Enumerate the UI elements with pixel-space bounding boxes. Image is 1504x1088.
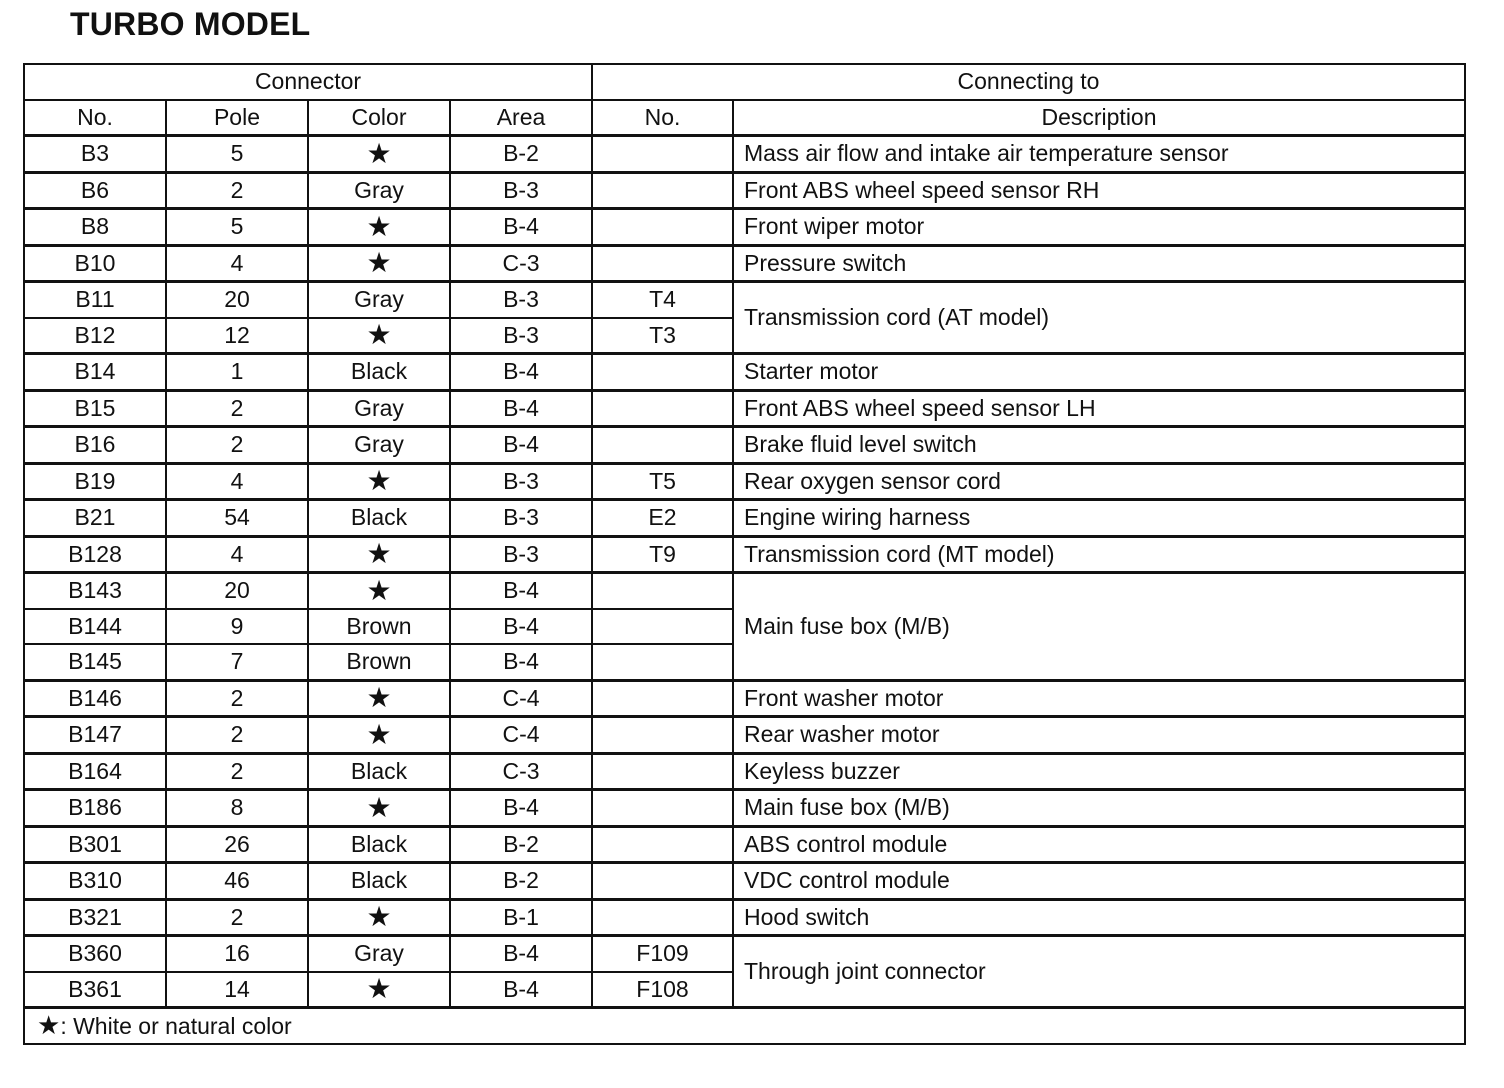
cell-no: B19 xyxy=(24,463,166,500)
cell-description: Brake fluid level switch xyxy=(733,427,1465,464)
cell-pole: 20 xyxy=(166,282,308,318)
legend xyxy=(24,1008,1465,1044)
cell-description: VDC control module xyxy=(733,863,1465,900)
table-row xyxy=(24,245,1465,282)
cell-area: B-1 xyxy=(450,899,592,936)
cell-conn-no xyxy=(592,717,733,754)
col-header-conn-no: No. xyxy=(592,100,733,136)
cell-area: B-3 xyxy=(450,172,592,209)
cell-conn-no xyxy=(592,680,733,717)
col-header-pole: Pole xyxy=(166,100,308,136)
cell-conn-no xyxy=(592,245,733,282)
cell-color: Gray xyxy=(308,282,450,318)
cell-conn-no xyxy=(592,136,733,173)
cell-pole: 5 xyxy=(166,209,308,246)
table-row xyxy=(24,936,1465,972)
cell-pole: 2 xyxy=(166,427,308,464)
table-row xyxy=(24,753,1465,790)
group-header-row xyxy=(24,64,1465,100)
cell-no: B11 xyxy=(24,282,166,318)
cell-area: B-2 xyxy=(450,136,592,173)
cell-area: B-3 xyxy=(450,536,592,573)
cell-no: B186 xyxy=(24,790,166,827)
cell-pole: 1 xyxy=(166,354,308,391)
cell-no: B144 xyxy=(24,609,166,645)
table-row xyxy=(24,209,1465,246)
cell-color: Gray xyxy=(308,936,450,972)
col-header-no: No. xyxy=(24,100,166,136)
cell-conn-no: T9 xyxy=(592,536,733,573)
cell-pole: 12 xyxy=(166,318,308,354)
cell-color: Gray xyxy=(308,390,450,427)
cell-pole: 46 xyxy=(166,863,308,900)
table-row xyxy=(24,826,1465,863)
cell-color-star-icon: ★ xyxy=(308,680,450,717)
cell-no: B145 xyxy=(24,644,166,680)
table-row xyxy=(24,899,1465,936)
table-row xyxy=(24,427,1465,464)
cell-no: B143 xyxy=(24,573,166,609)
table-row xyxy=(24,172,1465,209)
col-header-description: Description xyxy=(733,100,1465,136)
cell-pole: 4 xyxy=(166,536,308,573)
cell-area: B-2 xyxy=(450,863,592,900)
table-row xyxy=(24,463,1465,500)
cell-pole: 14 xyxy=(166,972,308,1008)
table-row xyxy=(24,573,1465,609)
cell-color: Gray xyxy=(308,427,450,464)
cell-no: B360 xyxy=(24,936,166,972)
cell-area: B-4 xyxy=(450,573,592,609)
cell-area: B-4 xyxy=(450,936,592,972)
cell-pole: 16 xyxy=(166,936,308,972)
cell-area: B-4 xyxy=(450,972,592,1008)
cell-conn-no xyxy=(592,899,733,936)
cell-no: B6 xyxy=(24,172,166,209)
cell-area: B-3 xyxy=(450,463,592,500)
cell-conn-no xyxy=(592,826,733,863)
cell-area: B-2 xyxy=(450,826,592,863)
cell-no: B8 xyxy=(24,209,166,246)
cell-color: Black xyxy=(308,863,450,900)
cell-no: B14 xyxy=(24,354,166,391)
cell-conn-no xyxy=(592,427,733,464)
cell-description: Keyless buzzer xyxy=(733,753,1465,790)
cell-area: B-4 xyxy=(450,209,592,246)
cell-no: B3 xyxy=(24,136,166,173)
cell-description-merged: Through joint connector xyxy=(733,936,1465,1008)
cell-conn-no xyxy=(592,573,733,609)
cell-description: Front ABS wheel speed sensor RH xyxy=(733,172,1465,209)
cell-description: Main fuse box (M/B) xyxy=(733,790,1465,827)
connector-group-header: Connector xyxy=(24,64,592,100)
cell-description-merged: Transmission cord (AT model) xyxy=(733,282,1465,354)
cell-description: Hood switch xyxy=(733,899,1465,936)
cell-color-star-icon: ★ xyxy=(308,318,450,354)
cell-no: B164 xyxy=(24,753,166,790)
cell-color: Black xyxy=(308,826,450,863)
cell-color-star-icon: ★ xyxy=(308,790,450,827)
cell-no: B321 xyxy=(24,899,166,936)
cell-color-star-icon: ★ xyxy=(308,972,450,1008)
cell-conn-no xyxy=(592,644,733,680)
cell-area: C-4 xyxy=(450,680,592,717)
cell-no: B10 xyxy=(24,245,166,282)
column-header-row xyxy=(24,100,1465,136)
legend-text: : White or natural color xyxy=(60,1012,292,1039)
cell-color: Gray xyxy=(308,172,450,209)
cell-description: Rear washer motor xyxy=(733,717,1465,754)
cell-area: C-4 xyxy=(450,717,592,754)
cell-pole: 9 xyxy=(166,609,308,645)
col-header-color: Color xyxy=(308,100,450,136)
table-row xyxy=(24,500,1465,537)
cell-no: B147 xyxy=(24,717,166,754)
cell-no: B12 xyxy=(24,318,166,354)
cell-area: C-3 xyxy=(450,245,592,282)
connecting-to-group-header: Connecting to xyxy=(592,64,1465,100)
cell-pole: 7 xyxy=(166,644,308,680)
cell-conn-no: T4 xyxy=(592,282,733,318)
cell-area: B-3 xyxy=(450,282,592,318)
cell-pole: 5 xyxy=(166,136,308,173)
table-row xyxy=(24,136,1465,173)
cell-pole: 2 xyxy=(166,680,308,717)
table-row xyxy=(24,717,1465,754)
table-row xyxy=(24,536,1465,573)
cell-no: B301 xyxy=(24,826,166,863)
cell-conn-no xyxy=(592,609,733,645)
cell-pole: 8 xyxy=(166,790,308,827)
cell-no: B361 xyxy=(24,972,166,1008)
cell-pole: 20 xyxy=(166,573,308,609)
cell-no: B128 xyxy=(24,536,166,573)
table-row xyxy=(24,354,1465,391)
cell-description: Engine wiring harness xyxy=(733,500,1465,537)
cell-area: B-3 xyxy=(450,318,592,354)
cell-pole: 2 xyxy=(166,717,308,754)
cell-no: B15 xyxy=(24,390,166,427)
cell-conn-no xyxy=(592,390,733,427)
cell-color: Black xyxy=(308,354,450,391)
cell-color-star-icon: ★ xyxy=(308,573,450,609)
cell-color-star-icon: ★ xyxy=(308,245,450,282)
cell-area: B-4 xyxy=(450,390,592,427)
cell-no: B16 xyxy=(24,427,166,464)
cell-description: Pressure switch xyxy=(733,245,1465,282)
cell-color-star-icon: ★ xyxy=(308,136,450,173)
legend-row xyxy=(24,1008,1465,1044)
cell-area: C-3 xyxy=(450,753,592,790)
cell-color-star-icon: ★ xyxy=(308,209,450,246)
cell-description: ABS control module xyxy=(733,826,1465,863)
cell-pole: 4 xyxy=(166,463,308,500)
cell-conn-no: F109 xyxy=(592,936,733,972)
cell-color: Black xyxy=(308,500,450,537)
cell-conn-no xyxy=(592,172,733,209)
cell-no: B310 xyxy=(24,863,166,900)
cell-area: B-4 xyxy=(450,354,592,391)
cell-description: Starter motor xyxy=(733,354,1465,391)
cell-pole: 26 xyxy=(166,826,308,863)
cell-pole: 2 xyxy=(166,390,308,427)
cell-conn-no: T3 xyxy=(592,318,733,354)
cell-conn-no xyxy=(592,753,733,790)
cell-pole: 2 xyxy=(166,899,308,936)
cell-pole: 2 xyxy=(166,753,308,790)
cell-conn-no: E2 xyxy=(592,500,733,537)
cell-conn-no xyxy=(592,354,733,391)
cell-description: Front washer motor xyxy=(733,680,1465,717)
cell-description: Transmission cord (MT model) xyxy=(733,536,1465,573)
cell-area: B-4 xyxy=(450,644,592,680)
cell-area: B-3 xyxy=(450,500,592,537)
cell-area: B-4 xyxy=(450,609,592,645)
cell-color-star-icon: ★ xyxy=(308,717,450,754)
cell-no: B146 xyxy=(24,680,166,717)
cell-description: Mass air flow and intake air temperature sensor xyxy=(733,136,1465,173)
cell-pole: 54 xyxy=(166,500,308,537)
cell-conn-no xyxy=(592,790,733,827)
star-icon: ★ xyxy=(37,1009,61,1040)
table-row xyxy=(24,282,1465,318)
cell-description-merged: Main fuse box (M/B) xyxy=(733,573,1465,681)
cell-conn-no: F108 xyxy=(592,972,733,1008)
page-title: TURBO MODEL xyxy=(70,6,311,42)
cell-description: Front wiper motor xyxy=(733,209,1465,246)
cell-color: Brown xyxy=(308,609,450,645)
cell-description: Rear oxygen sensor cord xyxy=(733,463,1465,500)
table-row xyxy=(24,790,1465,827)
cell-conn-no xyxy=(592,209,733,246)
cell-area: B-4 xyxy=(450,427,592,464)
cell-color: Black xyxy=(308,753,450,790)
table-row xyxy=(24,680,1465,717)
cell-area: B-4 xyxy=(450,790,592,827)
cell-color-star-icon: ★ xyxy=(308,536,450,573)
cell-description: Front ABS wheel speed sensor LH xyxy=(733,390,1465,427)
cell-conn-no: T5 xyxy=(592,463,733,500)
cell-color-star-icon: ★ xyxy=(308,899,450,936)
table-row xyxy=(24,863,1465,900)
cell-color: Brown xyxy=(308,644,450,680)
cell-pole: 2 xyxy=(166,172,308,209)
cell-color-star-icon: ★ xyxy=(308,463,450,500)
col-header-area: Area xyxy=(450,100,592,136)
cell-conn-no xyxy=(592,863,733,900)
cell-pole: 4 xyxy=(166,245,308,282)
table-row xyxy=(24,390,1465,427)
cell-no: B21 xyxy=(24,500,166,537)
connector-table xyxy=(23,63,1466,1045)
